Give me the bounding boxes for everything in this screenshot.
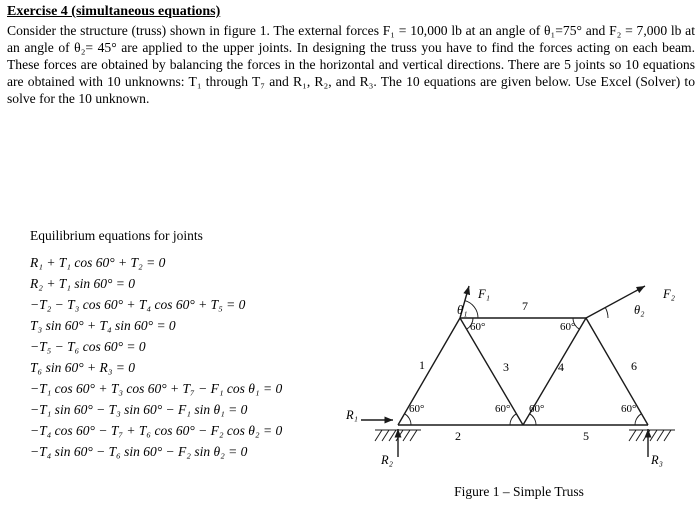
equation-row-10: −T₄ sin 60° − T₆ sin 60° − F₂ sin θ₂ = 0 [30,444,248,459]
arc-bottom-left [405,414,412,425]
truss-members [398,318,648,425]
label-member-1: 1 [419,358,425,372]
label-theta2: θ₂ [634,303,645,317]
support-right-hatching [629,430,675,441]
angle-bottom-right: 60° [621,403,637,415]
arc-mid-left [510,414,517,425]
equation-row-4: T₃ sin 60° + T₄ sin 60° = 0 [30,318,176,333]
supports [375,430,675,441]
label-f2: F₂ [663,287,675,301]
label-r1: R₁ [346,408,358,422]
label-f1: F₁ [478,287,490,301]
label-member-7: 7 [522,299,528,313]
arc-mid-right [530,414,537,425]
figure-caption: Figure 1 – Simple Truss [454,484,584,499]
intro-paragraph: Consider the structure (truss) shown in figure 1. The external forces F₁ = 10,000 lb at an angle of θ₁=75° and F₂ = 7,000 lb at an angle of θ₂= 45° are applied to the upper joints. In designing the truss you have to find the forces acting on each beam. These forces are obtained by balancing the forces in the horizontal and vertical directions. There are 5 joints so 10 equations are obtained with 10 unknowns: T₁ through T₇ and R₁, R₂, and R₃. The 10 equations are given below. Use Excel (Solver) to solve for the 10 unknown. [7,23,695,106]
equation-row-3: −T₂ − T₃ cos 60° + T₄ cos 60° + T₅ = 0 [30,297,246,312]
equations-heading: Equilibrium equations for joints [30,228,203,243]
arc-bottom-right [635,414,642,425]
equation-row-8: −T₁ sin 60° − T₃ sin 60° − F₁ sin θ₁ = 0 [30,402,248,417]
angle-bottom-left: 60° [409,403,425,415]
arc-theta2 [605,308,608,319]
angle-arcs [405,301,642,425]
equations-list [30,252,360,462]
equation-row-9: −T₄ cos 60° − T₇ + T₆ cos 60° − F₂ cos θ₂ = 0 [30,423,283,438]
equation-row-6: T₆ sin 60° + R₃ = 0 [30,360,136,375]
angle-mid-left: 60° [495,403,511,415]
angle-mid-right: 60° [529,403,545,415]
label-member-2: 2 [455,429,461,443]
label-member-6: 6 [631,359,637,373]
member-6-line [586,318,648,425]
label-member-4: 4 [558,360,564,374]
equation-row-1: R₁ + T₁ cos 60° + T₂ = 0 [30,255,166,270]
exercise-title: Exercise 4 (simultaneous equations) [7,4,221,19]
angle-top-right: 60° [560,321,576,333]
label-theta1: θ₁ [457,303,468,317]
label-r3: R₃ [651,453,663,467]
label-member-3: 3 [503,360,509,374]
angle-top-left: 60° [470,321,486,333]
member-3-line [460,318,523,425]
equation-row-2: R₂ + T₁ sin 60° = 0 [30,276,136,291]
label-member-5: 5 [583,429,589,443]
label-r2: R₂ [381,453,393,467]
truss-figure [343,283,697,507]
equation-row-7: −T₁ cos 60° + T₃ cos 60° + T₇ − F₁ cos θ₁ = 0 [30,381,283,396]
member-1-line [398,318,460,425]
equation-row-5: −T₅ − T₆ cos 60° = 0 [30,339,146,354]
